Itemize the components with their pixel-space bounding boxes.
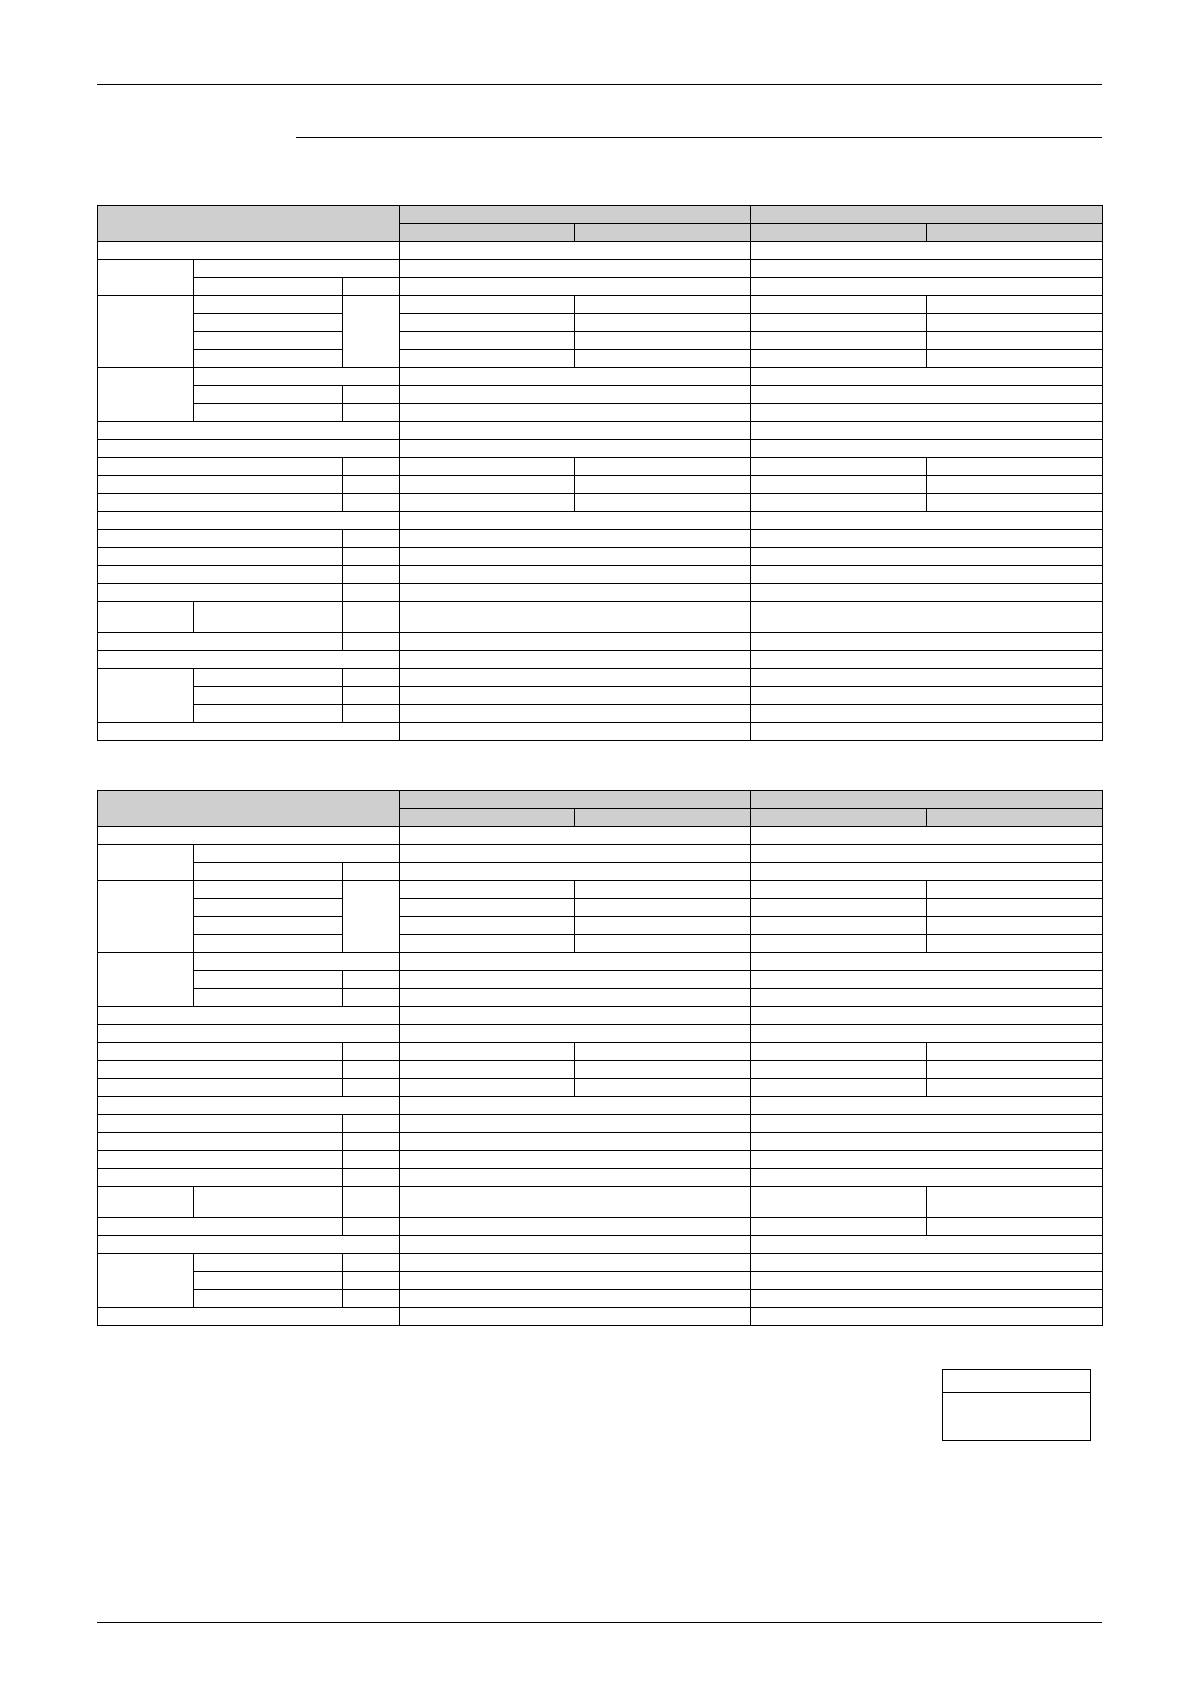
table-row xyxy=(98,1079,1103,1097)
table-row xyxy=(98,1218,1103,1236)
table-row xyxy=(98,242,1103,260)
table-row xyxy=(98,917,1103,935)
subheader-cell xyxy=(575,224,751,242)
table-row xyxy=(98,584,1103,602)
table-row xyxy=(98,687,1103,705)
table-row xyxy=(98,548,1103,566)
table-row xyxy=(98,845,1103,863)
header-rule xyxy=(97,84,1102,85)
note-box-title xyxy=(943,1370,1090,1393)
subheader-cell xyxy=(751,809,927,827)
table-row xyxy=(98,332,1103,350)
table-row xyxy=(98,314,1103,332)
table-row xyxy=(98,476,1103,494)
table-row xyxy=(98,899,1103,917)
table-row xyxy=(98,881,1103,899)
model-header-cell xyxy=(98,206,400,242)
group-a-header-cell xyxy=(400,206,751,224)
subheader-cell xyxy=(927,224,1103,242)
table-row xyxy=(98,494,1103,512)
table-row xyxy=(98,669,1103,687)
table-row xyxy=(98,512,1103,530)
table-row xyxy=(98,260,1103,278)
subheader-cell xyxy=(400,224,575,242)
subheader-cell xyxy=(575,809,751,827)
table-row xyxy=(98,1169,1103,1187)
table-row xyxy=(98,1025,1103,1043)
table-row xyxy=(98,1187,1103,1218)
table-row xyxy=(98,278,1103,296)
group-b-header-cell xyxy=(751,206,1103,224)
table-row xyxy=(98,1061,1103,1079)
table-row xyxy=(98,705,1103,723)
table-row xyxy=(98,566,1103,584)
table-row xyxy=(98,827,1103,845)
table-row xyxy=(98,386,1103,404)
table-header-row xyxy=(98,791,1103,809)
table-row xyxy=(98,1043,1103,1061)
table-row xyxy=(98,863,1103,881)
table-row xyxy=(98,935,1103,953)
subheader-cell xyxy=(400,809,575,827)
table-row xyxy=(98,1115,1103,1133)
group-a-header-cell xyxy=(400,791,751,809)
note-box xyxy=(942,1369,1091,1441)
table-row xyxy=(98,989,1103,1007)
table-row xyxy=(98,458,1103,476)
table-row xyxy=(98,368,1103,386)
table-row xyxy=(98,1308,1103,1326)
subheader-cell xyxy=(927,809,1103,827)
title-underline xyxy=(296,137,1102,138)
table-row xyxy=(98,723,1103,741)
spec-table-1 xyxy=(97,205,1102,741)
table-row xyxy=(98,602,1103,633)
table-row xyxy=(98,1290,1103,1308)
spec-table-2 xyxy=(97,790,1102,1326)
table-header-row xyxy=(98,206,1103,224)
table-row xyxy=(98,530,1103,548)
table-row xyxy=(98,422,1103,440)
model-header-cell xyxy=(98,791,400,827)
table-row xyxy=(98,1133,1103,1151)
table-row xyxy=(98,953,1103,971)
table-row xyxy=(98,651,1103,669)
footer-rule xyxy=(97,1622,1102,1623)
table-row xyxy=(98,1254,1103,1272)
table-row xyxy=(98,1272,1103,1290)
subheader-cell xyxy=(751,224,927,242)
table-row xyxy=(98,1151,1103,1169)
table-row xyxy=(98,1007,1103,1025)
table-row xyxy=(98,971,1103,989)
table-row xyxy=(98,633,1103,651)
table-row xyxy=(98,296,1103,314)
table-row xyxy=(98,1236,1103,1254)
table-row xyxy=(98,404,1103,422)
group-b-header-cell xyxy=(751,791,1103,809)
table-row xyxy=(98,1097,1103,1115)
table-row xyxy=(98,350,1103,368)
table-row xyxy=(98,440,1103,458)
